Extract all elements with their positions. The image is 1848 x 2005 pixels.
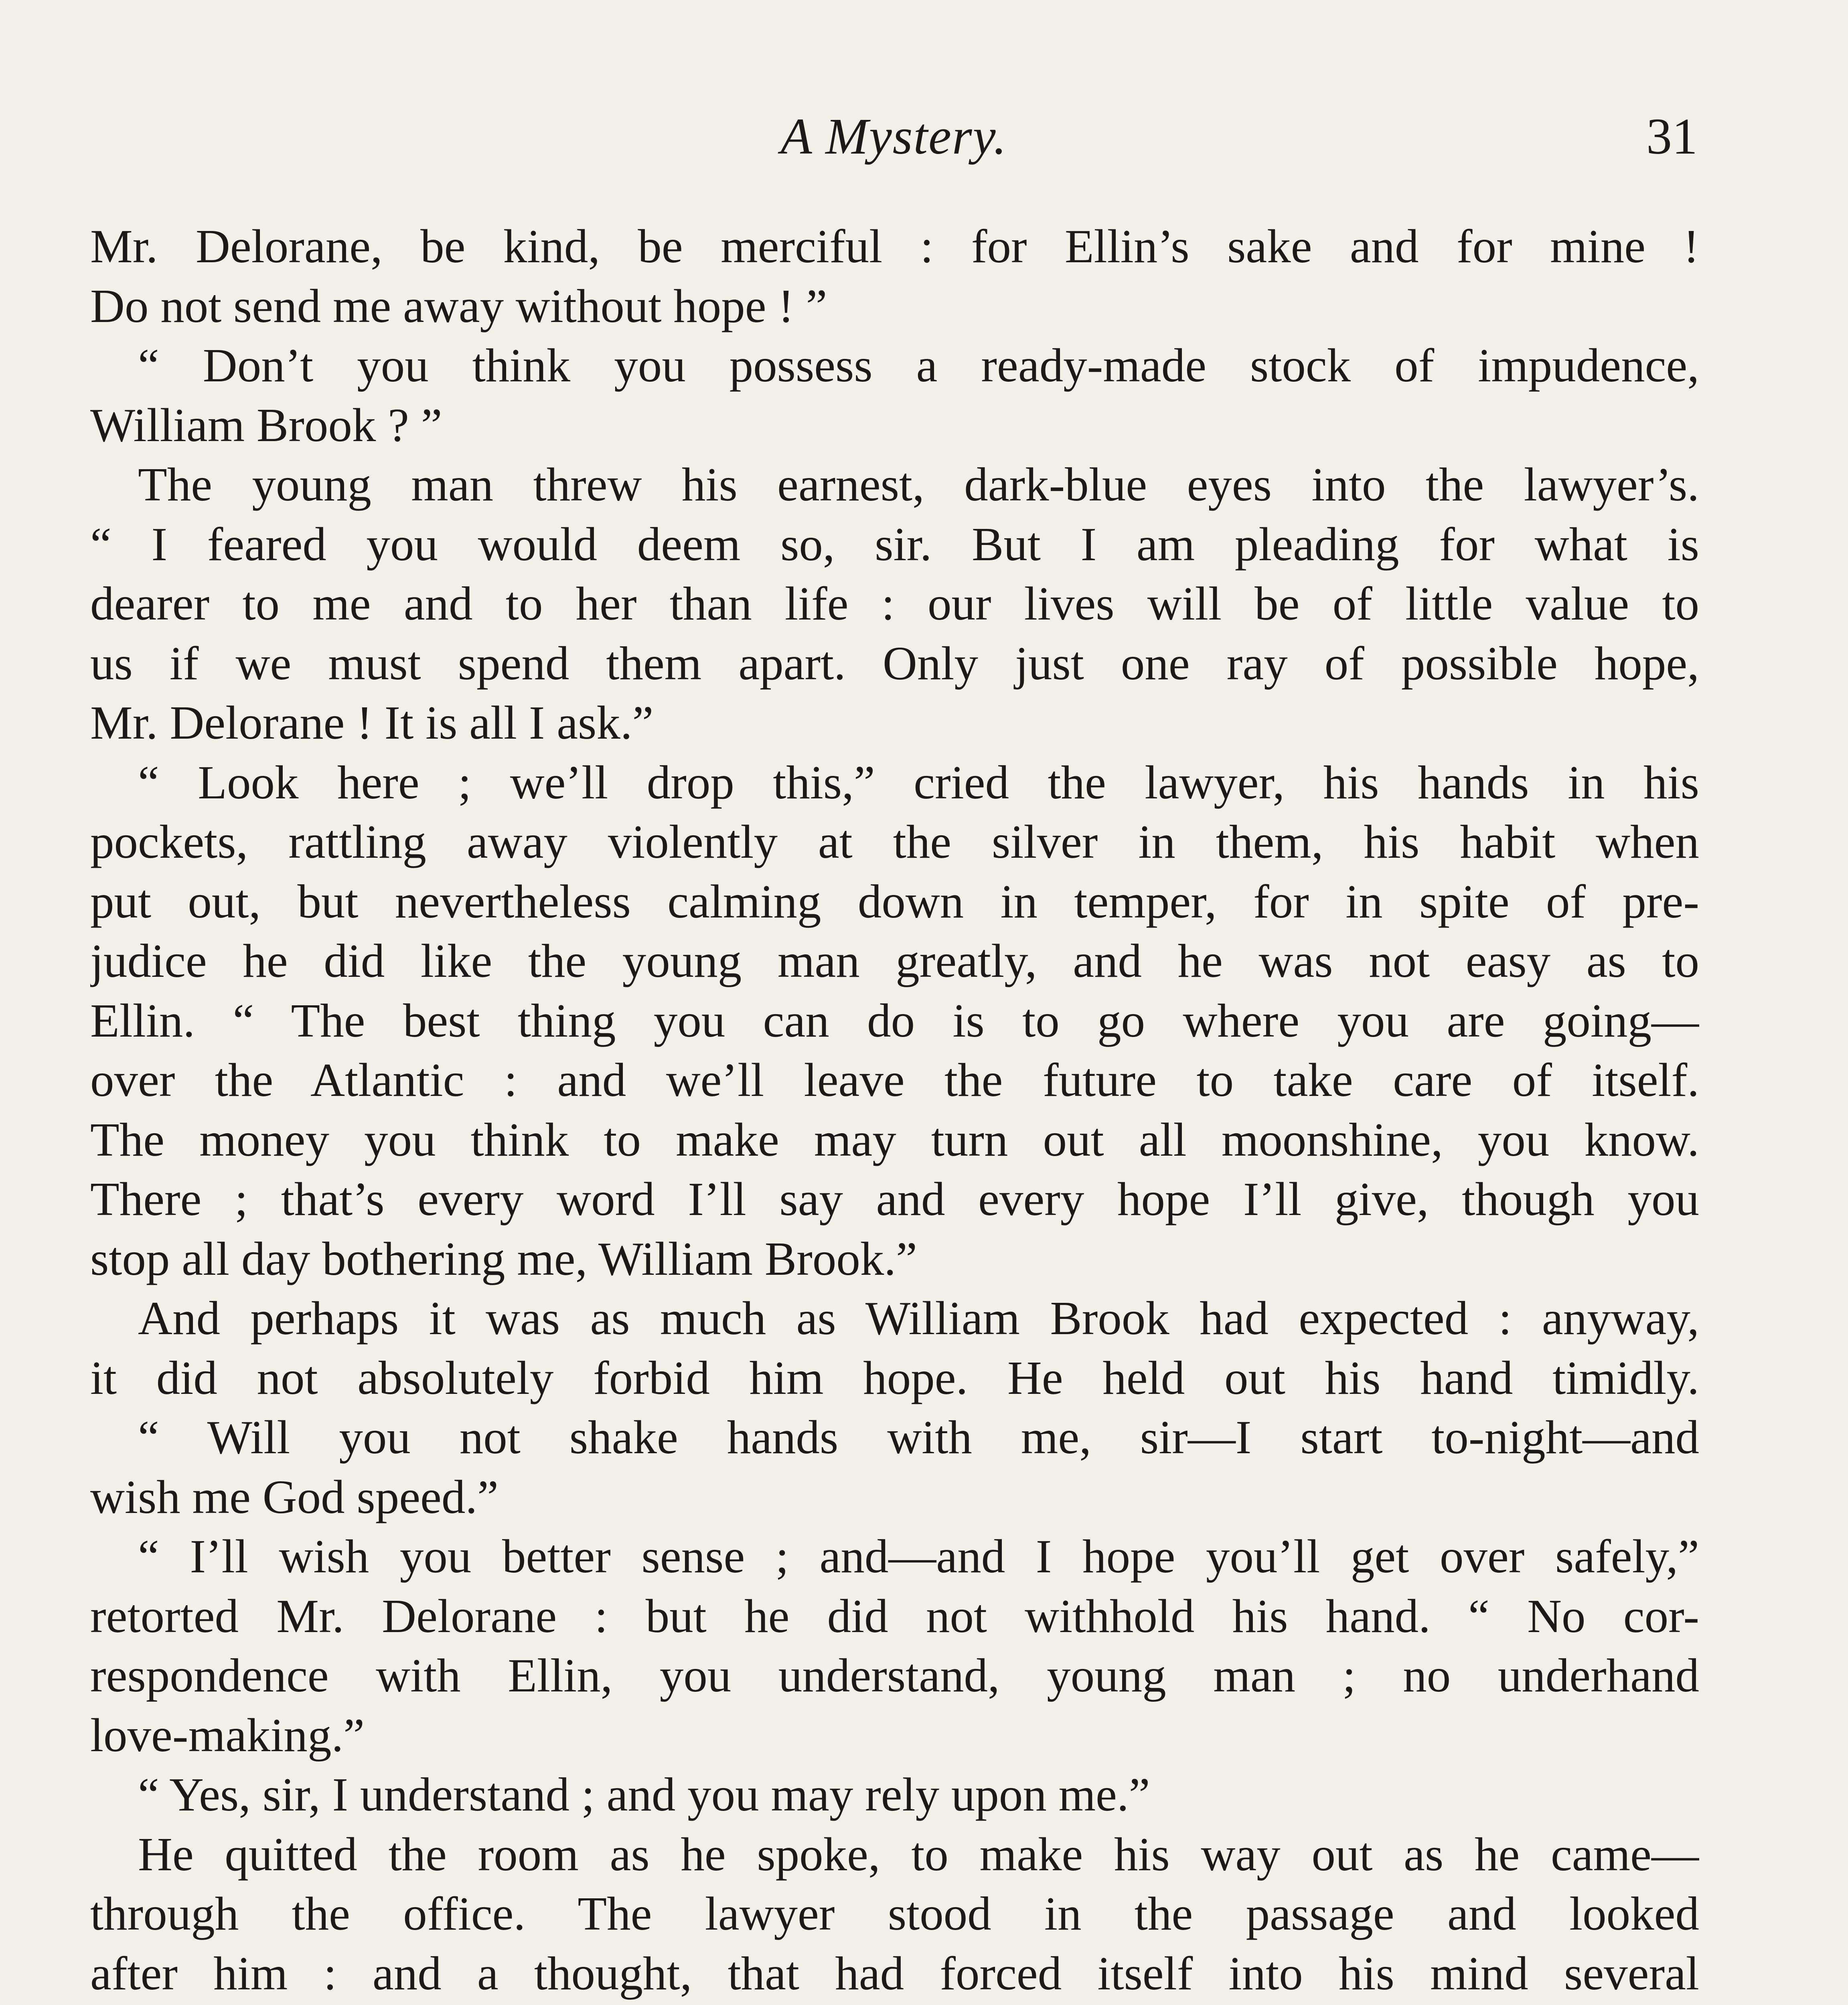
text-line: pockets, rattling away violently at the silver in them, his habit when	[90, 815, 1699, 868]
text-line: wish me God speed.”	[90, 1470, 498, 1523]
text-line: respondence with Ellin, you understand, young man ; no underhand	[90, 1649, 1699, 1702]
text-line: “ Will you not shake hands with me, sir—I start to-night—and	[138, 1411, 1699, 1464]
text-line: retorted Mr. Delorane : but he did not withhold his hand. “ No cor-	[90, 1589, 1699, 1642]
text-line: He quitted the room as he spoke, to make his way out as he came—	[138, 1827, 1699, 1881]
text-line: William Brook ? ”	[90, 398, 442, 452]
text-line: “ I’ll wish you better sense ; and—and I hope you’ll get over safely,”	[138, 1530, 1699, 1583]
page-number: 31	[1646, 108, 1698, 165]
text-line: Mr. Delorane, be kind, be merciful : for Ellin’s sake and for mine !	[90, 220, 1699, 273]
text-line: The money you think to make may turn out all moonshine, you know.	[90, 1113, 1699, 1166]
text-line: “ I feared you would deem so, sir. But I am pleading for what is	[90, 517, 1699, 571]
text-line: Mr. Delorane ! It is all I ask.”	[90, 696, 654, 749]
text-line: us if we must spend them apart. Only just one ray of possible hope,	[90, 636, 1699, 690]
text-line: “ Look here ; we’ll drop this,” cried the lawyer, his hands in his	[138, 755, 1699, 809]
body-text	[90, 217, 1699, 2005]
text-line: after him : and a thought, that had forced itself into his mind several	[90, 1946, 1699, 2000]
text-line: love-making.”	[90, 1708, 365, 1762]
text-line: judice he did like the young man greatly, and he was not easy as to	[90, 934, 1699, 987]
text-line: through the office. The lawyer stood in the passage and looked	[90, 1887, 1699, 1940]
text-line: put out, but nevertheless calming down in temper, for in spite of pre-	[90, 875, 1699, 928]
text-line: over the Atlantic : and we’ll leave the future to take care of itself.	[90, 1053, 1699, 1106]
text-line: Do not send me away without hope ! ”	[90, 279, 827, 332]
text-line: “ Yes, sir, I understand ; and you may rely upon me.”	[138, 1768, 1150, 1821]
text-line	[90, 2003, 1699, 2005]
text-line: “ Don’t you think you possess a ready-made stock of impudence,	[138, 339, 1699, 392]
page-header	[90, 100, 1698, 172]
text-line: it did not absolutely forbid him hope. He held out his hand timidly.	[90, 1351, 1699, 1404]
text-line: And perhaps it was as much as William Brook had expected : anyway,	[138, 1292, 1699, 1345]
text-line: dearer to me and to her than life : our lives will be of little value to	[90, 577, 1699, 630]
text-line: stop all day bothering me, William Brook.”	[90, 1232, 917, 1285]
text-line: There ; that’s every word I’ll say and every hope I’ll give, though you	[90, 1173, 1699, 1225]
text-line: Ellin. “ The best thing you can do is to go where you are going—	[90, 994, 1699, 1047]
running-title: A Mystery.	[780, 108, 1007, 165]
text-line: The young man threw his earnest, dark-blue eyes into the lawyer’s.	[138, 458, 1699, 511]
